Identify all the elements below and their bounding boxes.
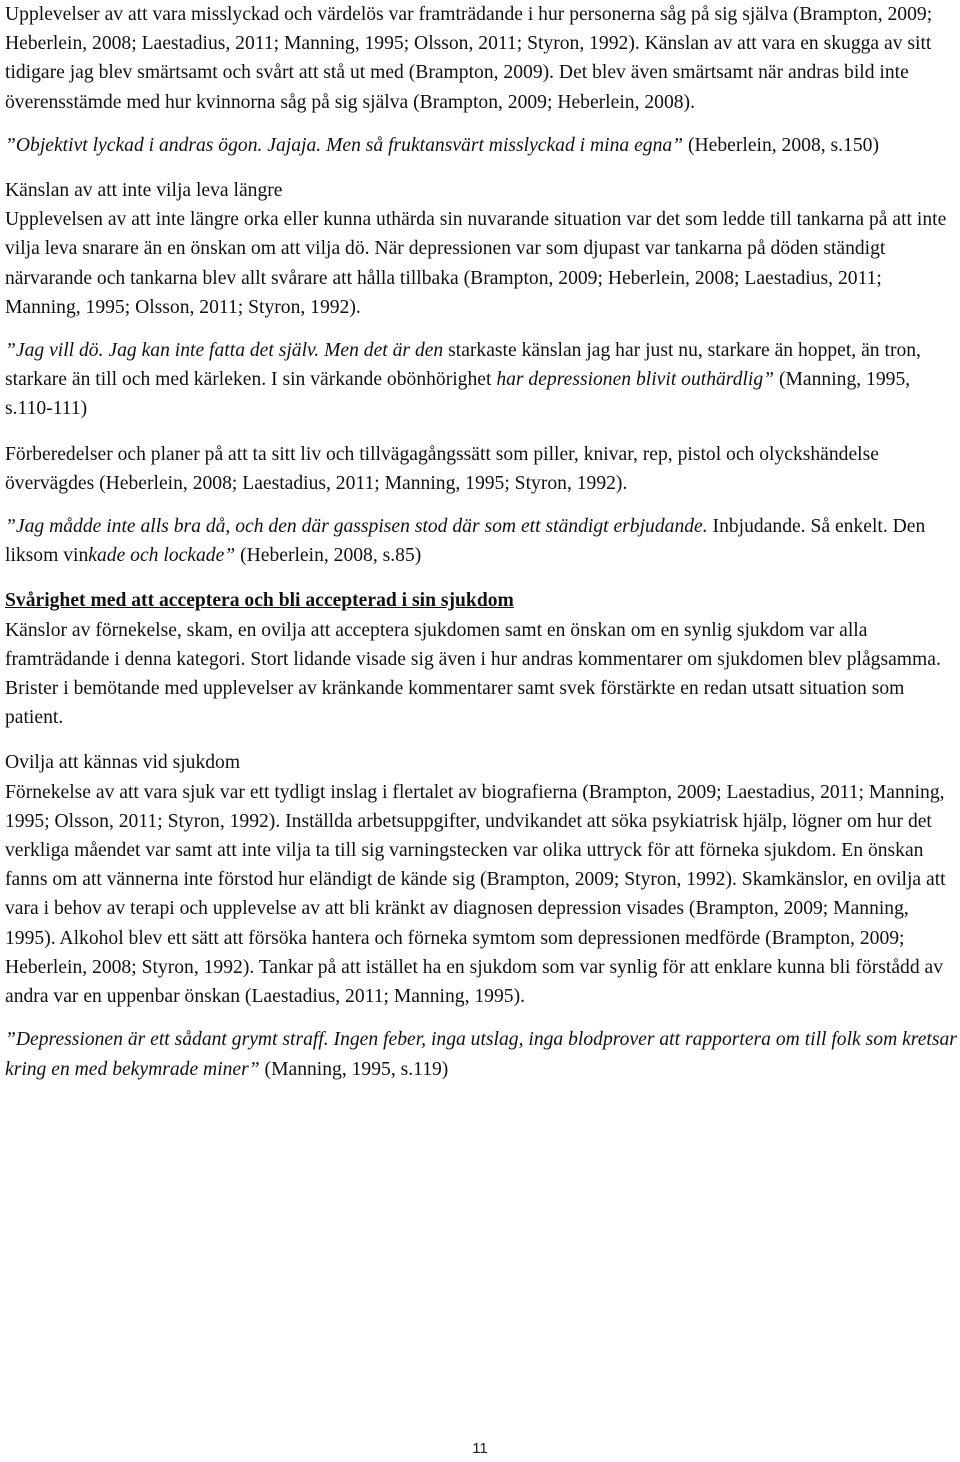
quote-text-a: ”Jag vill dö. Jag kan inte fatta det själv. Men det är den: [5, 340, 444, 362]
quote-text-a: ”Jag mådde inte alls bra då, och den där gasspisen stod där som ett ständigt erbjudande.: [5, 516, 708, 538]
quote-heberlein-150: [5, 131, 957, 160]
quote-text: ”Depressionen är ett sådant grymt straff. Ingen feber, inga utslag, inga blodprover att rapportera om till folk som kretsar kring en med bekymrade miner”: [5, 1029, 957, 1080]
page-number: 11: [472, 1440, 488, 1457]
quote-heberlein-85: [5, 512, 957, 570]
quote-manning-119: [5, 1025, 957, 1083]
quote-reference: (Heberlein, 2008, s.150): [687, 134, 879, 156]
quote-text: ”Objektivt lyckad i andras ögon. Jajaja. Men så fruktansvärt misslyckad i mina egna”: [5, 134, 684, 156]
paragraph-acceptera: Känslor av förnekelse, skam, en ovilja att acceptera sjukdomen samt en önskan om en synlig sjukdom var alla framträdande i denna kategori. Stort lidande visade sig även i hur andras kommentarer om sjukdomen blev plågsamma. Brister i bemötande med upplevelser av kränkande kommentarer samt svek förstärkte en redan utsatt situation som patient.: [5, 619, 941, 729]
quote-reference: (Manning, 1995, s.110-111): [5, 369, 911, 420]
quote-text-b: kade och lockade”: [88, 545, 236, 567]
quote-reference: (Manning, 1995, s.119): [259, 1058, 449, 1080]
subheading-vilja-leva: Känslan av att inte vilja leva längre: [5, 180, 283, 202]
quote-manning-110: [5, 336, 957, 424]
subheading-ovilja: Ovilja att kännas vid sjukdom: [5, 752, 241, 774]
section-heading-acceptera: Svårighet med att acceptera och bli accepterad i sin sjukdom: [5, 590, 514, 612]
paragraph-forberedelser: Förberedelser och planer på att ta sitt liv och tillvägagångssätt som piller, knivar, rep, pistol och olyckshändelse övervägdes (Heberlein, 2008; Laestadius, 2011; Manning, 1995; Styron, 1992).: [5, 443, 879, 494]
quote-text-normal: starkaste känslan jag har just nu, starkare än hoppet, än tron, starkare än till och med kärleken. I sin värkande obönhörighet: [5, 340, 921, 391]
quote-text-normal: Inbjudande. Så enkelt. Den liksom vin: [5, 516, 926, 567]
paragraph-misslyckad: Upplevelser av att vara misslyckad och värdelös var framträdande i hur personerna såg på sig själva (Brampton, 2009; Heberlein, 2008; Laestadius, 2011; Manning, 1995; Olsson, 2011; Styron, 1992). Känslan av att vara en skugga av sitt tidigare jag blev smärtsamt och svårt att stå ut med (Brampton, 2009). Det blev även smärtsamt när andras bild inte överensstämde med hur kvinnorna såg på sig själva (Brampton, 2009; Heberlein, 2008).: [5, 4, 933, 113]
document-page: [5, 0, 957, 1084]
quote-text-b: har depressionen blivit outhärdlig”: [496, 369, 775, 391]
quote-reference: (Heberlein, 2008, s.85): [235, 545, 422, 567]
paragraph-vilja-leva: Upplevelsen av att inte längre orka eller kunna uthärda sin nuvarande situation var det som ledde till tankarna på att inte vilja leva snarare än en önskan om att vilja dö. När depressionen var som djupast var tankarna på döden ständigt närvarande och tankarna blev allt svårare att hålla tillbaka (Brampton, 2009; Heberlein, 2008; Laestadius, 2011; Manning, 1995; Olsson, 2011; Styron, 1992).: [5, 209, 947, 318]
paragraph-ovilja: Förnekelse av att vara sjuk var ett tydligt inslag i flertalet av biografierna (Brampton, 2009; Laestadius, 2011; Manning, 1995; Olsson, 2011; Styron, 1992). Inställda arbetsuppgifter, undvikandet att söka psykiatrisk hjälp, lögner om hur det verkliga måendet var samt att inte vilja ta till sig varningstecken var olika uttryck för att förneka sjukdom. En önskan fanns om att vännerna inte förstod hur eländigt de kände sig (Brampton, 2009; Styron, 1992). Skamkänslor, en ovilja att vara i behov av terapi och upplevelse av att bli kränkt av diagnosen depression visades (Brampton, 2009; Manning, 1995). Alkohol blev ett sätt att försöka hantera och förneka symtom som depressionen medförde (Brampton, 2009; Heberlein, 2008; Styron, 1992). Tankar på att istället ha en sjukdom som var synlig för att enklare kunna bli förstådd av andra var en uppenbar önskan (Laestadius, 2011; Manning, 1995).: [5, 781, 946, 1008]
